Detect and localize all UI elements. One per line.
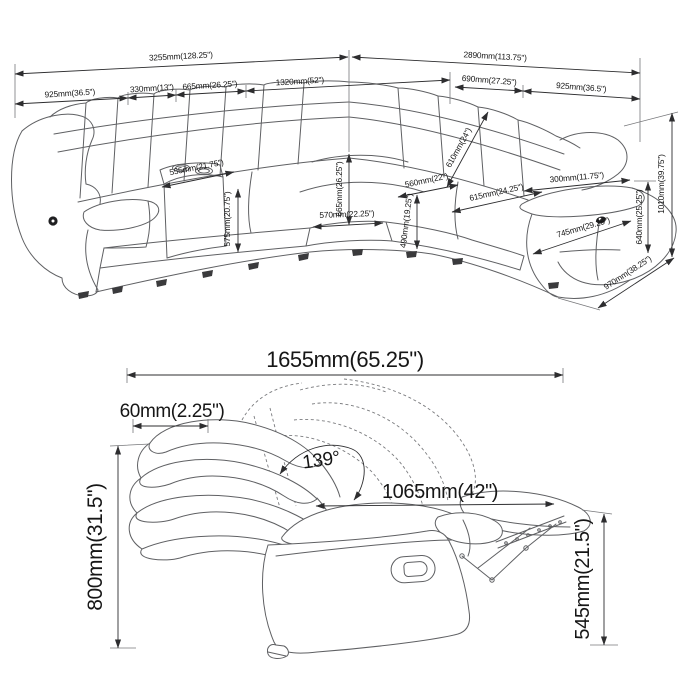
dim-overall-depth — [598, 253, 674, 308]
recliner-side-view — [84, 347, 618, 658]
dim-reclined-length — [127, 347, 563, 375]
dim-label: 1010mm(39.75") — [656, 154, 666, 214]
dim-label: 545mm(21.5") — [572, 518, 594, 640]
dim-back-height — [84, 446, 118, 648]
dim-label: 665mm(26.25") — [182, 78, 238, 92]
dim-seg-armless-left — [176, 78, 246, 95]
dim-label: 615mm(24.25") — [468, 181, 525, 203]
dim-label: 690mm(27.25") — [461, 72, 518, 88]
recliner-drawing — [129, 420, 590, 659]
dim-seat-height — [398, 192, 417, 249]
dim-label: 490mm(19.25") — [397, 192, 415, 249]
dim-label: 800mm(31.5") — [84, 483, 107, 611]
dim-label: 1065mm(42") — [381, 481, 499, 503]
dim-label: 1655mm(65.25") — [266, 347, 424, 372]
dim-overall-right — [352, 49, 640, 73]
dim-overall-left — [15, 49, 348, 74]
right-arm — [520, 133, 676, 299]
dim-label: 1320mm(52") — [275, 74, 325, 88]
side-panel — [262, 530, 469, 653]
dim-label: 570mm(22.25") — [319, 208, 375, 220]
dim-label: 745mm(29.25") — [555, 214, 611, 240]
dim-label: 970mm(38.25") — [601, 253, 654, 292]
dim-label: 555mm(21.75") — [168, 156, 225, 178]
dim-arm-length — [533, 215, 631, 254]
dim-label: 640mm(25.25") — [634, 189, 644, 245]
left-arm — [12, 114, 159, 296]
dim-seg-arm-right — [523, 80, 640, 99]
dim-label: 330mm(13") — [129, 81, 175, 95]
sectional-sofa-view — [12, 49, 679, 310]
headrest-pillow — [149, 420, 320, 468]
dim-label: 925mm(36.5") — [44, 86, 96, 100]
recliner-foot — [267, 645, 288, 659]
corner-wedge-arc — [312, 155, 408, 162]
dim-center-seat-width — [313, 208, 383, 227]
dim-console-height — [222, 189, 238, 252]
seat-front-edge — [104, 228, 310, 248]
dim-label: 925mm(36.5") — [555, 80, 607, 94]
dim-seg-arm-left — [15, 86, 128, 104]
dim-label: 139° — [301, 447, 342, 474]
dim-label: 60mm(2.25") — [119, 401, 225, 422]
dim-seat-depth — [452, 181, 542, 212]
dim-label: 3255mm(128.25") — [148, 49, 214, 63]
dim-seg-console — [128, 82, 176, 98]
dim-footrest-height — [572, 514, 604, 645]
dim-label: 610mm(24") — [443, 125, 474, 170]
dim-seg-armless-right — [455, 73, 523, 91]
dim-label: 665mm(26.25") — [334, 161, 344, 217]
sofa-dimensions — [15, 49, 678, 310]
sofa-feet — [78, 249, 559, 299]
dim-label: 575mm(20.75") — [222, 191, 232, 247]
dim-overall-height — [656, 113, 672, 257]
dim-seg-corner — [246, 75, 450, 91]
dim-label: 560mm(22") — [403, 170, 449, 190]
dim-label: 300mm(11.75") — [549, 169, 605, 185]
dim-label: 2890mm(113.75") — [463, 49, 528, 63]
